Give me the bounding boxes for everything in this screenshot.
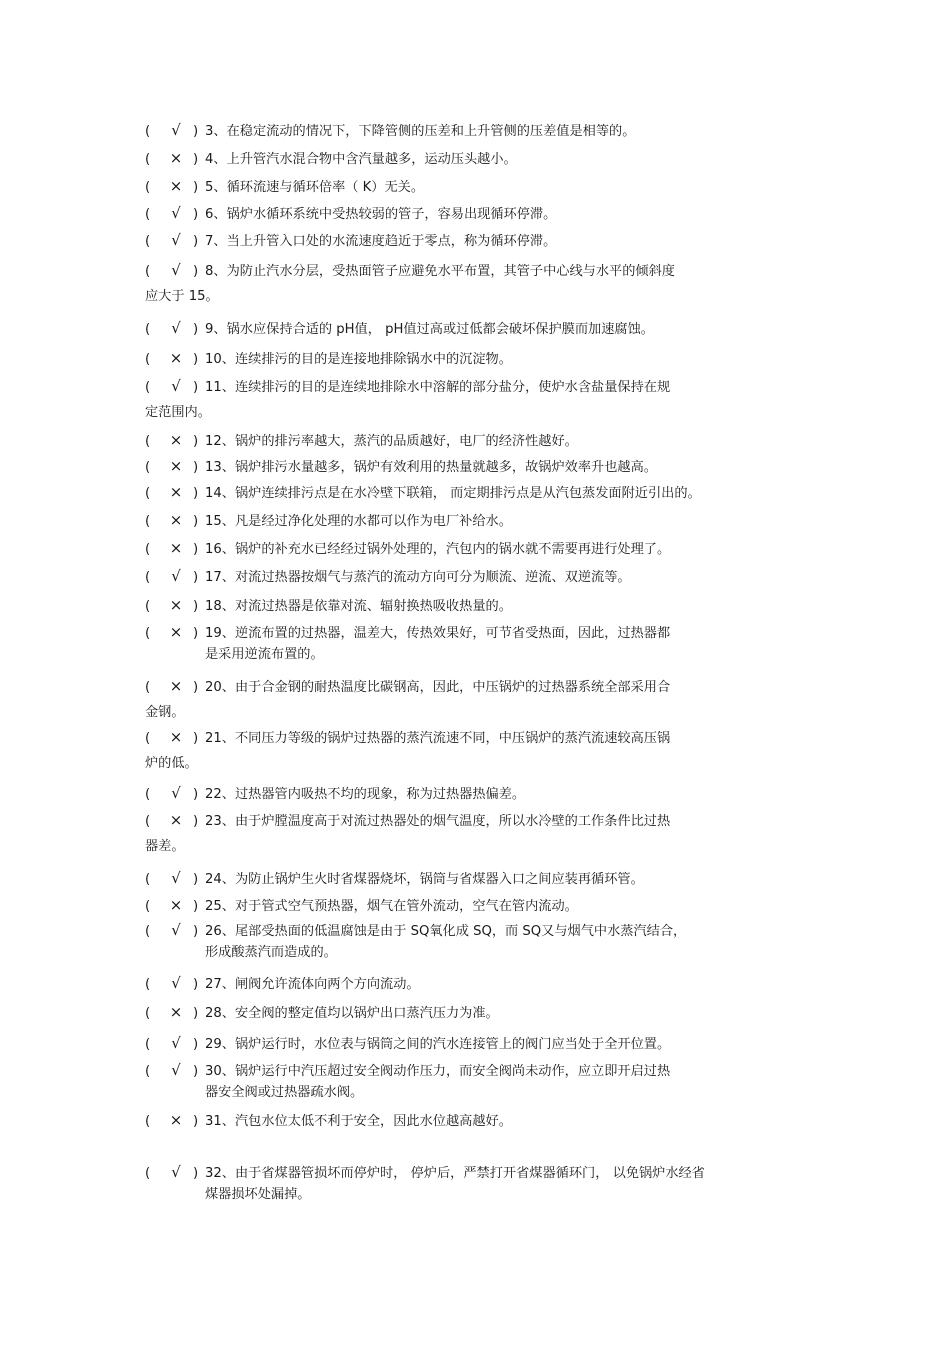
answer-mark: ( × )	[145, 511, 199, 529]
question-7: ( √ ) 7、当上升管入口处的水流速度趋近于零点，称为循环停滞。	[145, 231, 557, 249]
question-15: ( × ) 15、凡是经过净化处理的水都可以作为电厂补给水。	[145, 511, 512, 529]
question-16: ( × ) 16、锅炉的补充水已经经过锅外处理的，汽包内的锅水就不需要再进行处理了。	[145, 539, 671, 557]
answer-mark: ( √ )	[145, 261, 199, 279]
answer-mark: ( × )	[145, 677, 199, 695]
answer-mark: ( √ )	[145, 319, 199, 337]
question-26: ( √ ) 26、尾部受热面的低温腐蚀是由于 SQ氧化成 SQ，而 SQ又与烟气中水蒸汽结合， 形成酸蒸汽而造成的。	[145, 921, 687, 960]
question-31: ( × ) 31、汽包水位太低不利于安全，因此水位越高越好。	[145, 1111, 512, 1129]
answer-mark: ( × )	[145, 811, 199, 829]
question-8: ( √ ) 8、为防止汽水分层，受热面管子应避免水平布置，其管子中心线与水平的倾斜度 应大于 15。	[145, 261, 675, 304]
question-12: ( × ) 12、锅炉的排污率越大，蒸汽的品质越好，电厂的经济性越好。	[145, 431, 578, 449]
answer-mark: ( √ )	[145, 869, 199, 887]
question-10: ( × ) 10、连续排污的目的是连接地排除锅水中的沉淀物。	[145, 349, 512, 367]
question-27: ( √ ) 27、闸阀允许流体向两个方向流动。	[145, 974, 420, 992]
answer-mark: ( √ )	[145, 1034, 199, 1052]
question-24: ( √ ) 24、为防止锅炉生火时省煤器烧坏，锅筒与省煤器入口之间应装再循环管。	[145, 869, 644, 887]
answer-mark: ( √ )	[145, 121, 199, 139]
answer-mark: ( √ )	[145, 1061, 199, 1079]
question-29: ( √ ) 29、锅炉运行时，水位表与锅筒之间的汽水连接管上的阀门应当处于全开位置。	[145, 1034, 671, 1052]
answer-mark: ( √ )	[145, 567, 199, 585]
answer-mark: ( √ )	[145, 231, 199, 249]
question-28: ( × ) 28、安全阀的整定值均以锅炉出口蒸汽压力为准。	[145, 1003, 499, 1021]
question-5: ( × ) 5、循环流速与循环倍率（ K）无关。	[145, 177, 425, 195]
question-20: ( × ) 20、由于合金钢的耐热温度比碳钢高，因此，中压锅炉的过热器系统全部采用合 金钢。	[145, 677, 671, 720]
answer-mark: ( × )	[145, 177, 199, 195]
answer-mark: ( √ )	[145, 921, 199, 939]
answer-mark: ( √ )	[145, 784, 199, 802]
answer-mark: ( × )	[145, 539, 199, 557]
question-6: ( √ ) 6、锅炉水循环系统中受热较弱的管子，容易出现循环停滞。	[145, 204, 557, 222]
answer-mark: ( × )	[145, 728, 199, 746]
question-13: ( × ) 13、锅炉排污水量越多，锅炉有效利用的热量就越多，故锅炉效率升也越高。	[145, 457, 657, 475]
answer-mark: ( × )	[145, 149, 199, 167]
question-9: ( √ ) 9、锅水应保持合适的 pH值， pH值过高或过低都会破坏保护膜而加速腐蚀。	[145, 319, 654, 337]
answer-mark: ( × )	[145, 896, 199, 914]
answer-mark: ( × )	[145, 596, 199, 614]
answer-mark: ( × )	[145, 431, 199, 449]
question-21: ( × ) 21、不同压力等级的锅炉过热器的蒸汽流速不同，中压锅炉的蒸汽流速较高压锅 炉的低。	[145, 728, 671, 771]
question-25: ( × ) 25、对于管式空气预热器，烟气在管外流动，空气在管内流动。	[145, 896, 578, 914]
question-30: ( √ ) 30、锅炉运行中汽压超过安全阀动作压力，而安全阀尚未动作，应立即开启过热 器安全阀或过热器疏水阀。	[145, 1061, 671, 1100]
question-14: ( × ) 14、锅炉连续排污点是在水冷壁下联箱， 而定期排污点是从汽包蒸发面附近引出的。	[145, 483, 701, 501]
answer-mark: ( × )	[145, 349, 199, 367]
answer-mark: ( √ )	[145, 974, 199, 992]
answer-mark: ( √ )	[145, 377, 199, 395]
question-22: ( √ ) 22、过热器管内吸热不均的现象，称为过热器热偏差。	[145, 784, 526, 802]
answer-mark: ( × )	[145, 1111, 199, 1129]
answer-mark: ( × )	[145, 457, 199, 475]
answer-mark: ( √ )	[145, 204, 199, 222]
question-4: ( × ) 4、上升管汽水混合物中含汽量越多，运动压头越小。	[145, 149, 517, 167]
question-32: ( √ ) 32、由于省煤器管损坏而停炉时， 停炉后，严禁打开省煤器循环门， 以免锅炉水经省 煤器损坏处漏掉。	[145, 1163, 705, 1202]
question-18: ( × ) 18、对流过热器是依靠对流、辐射换热吸收热量的。	[145, 596, 512, 614]
question-3: ( √ ) 3、在稳定流动的情况下，下降管侧的压差和上升管侧的压差值是相等的。	[145, 121, 636, 139]
question-19: ( × ) 19、逆流布置的过热器，温差大，传热效果好，可节省受热面，因此，过热器都 是采用逆流布置的。	[145, 623, 671, 662]
answer-mark: ( × )	[145, 1003, 199, 1021]
question-11: ( √ ) 11、连续排污的目的是连续地排除水中溶解的部分盐分，使炉水含盐量保持在规 定范围内。	[145, 377, 671, 420]
answer-mark: ( × )	[145, 483, 199, 501]
question-23: ( × ) 23、由于炉膛温度高于对流过热器处的烟气温度，所以水冷壁的工作条件比过热 器差。	[145, 811, 671, 854]
answer-mark: ( √ )	[145, 1163, 199, 1181]
answer-mark: ( × )	[145, 623, 199, 641]
question-17: ( √ ) 17、对流过热器按烟气与蒸汽的流动方向可分为顺流、逆流、双逆流等。	[145, 567, 631, 585]
